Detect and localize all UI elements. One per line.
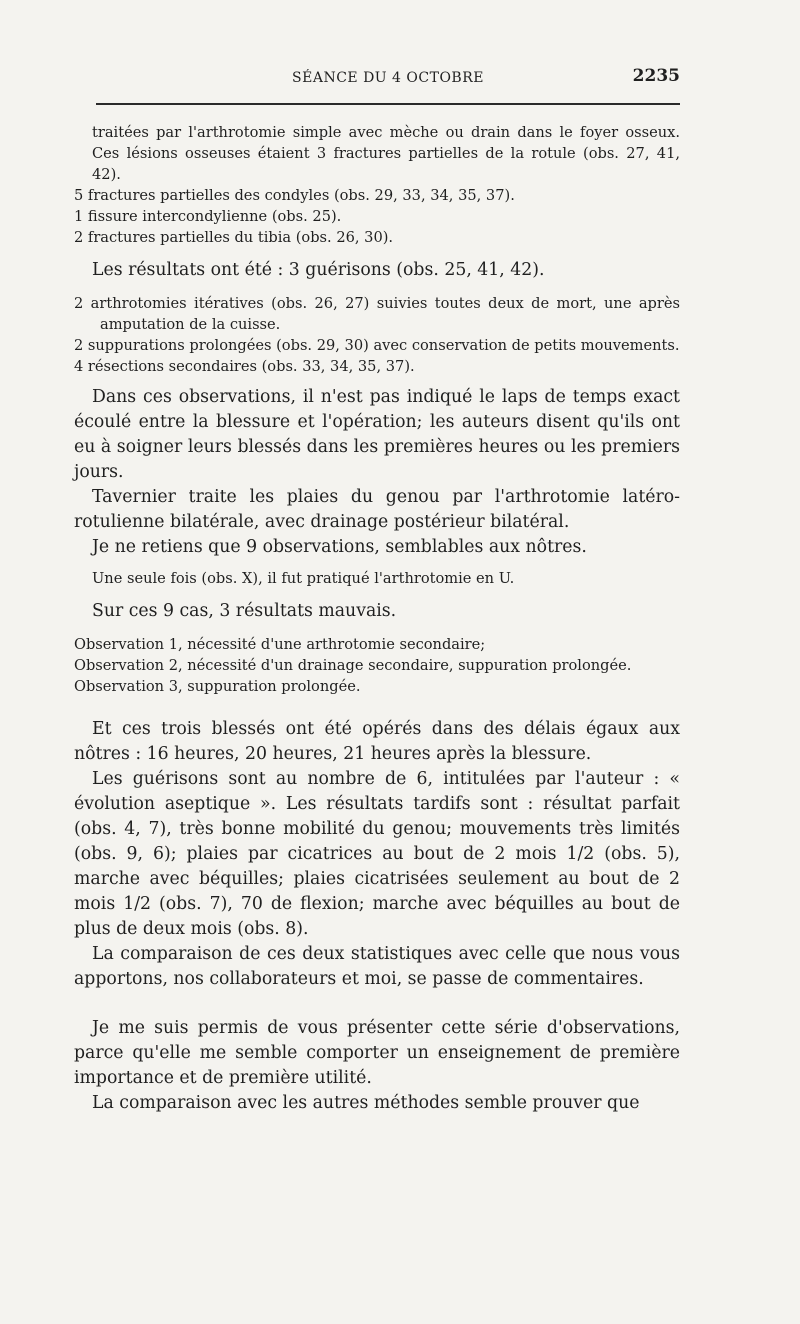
paragraph-13: Sur ces 9 cas, 3 résultats mauvais.: [92, 601, 397, 621]
paragraph-17: Et ces trois blessés ont été opérés dans des délais égaux aux nôtres : 16 heures, 20 heures, 21 heures après la blessure.: [74, 719, 680, 764]
page-number: 2235: [632, 66, 680, 86]
paragraph-8: 4 résections secondaires (obs. 33, 34, 35, 37).: [74, 358, 415, 375]
paragraph-19: La comparaison de ces deux statistiques avec celle que nous vous apportons, nos collaborateurs et moi, se passe de commentaires.: [74, 944, 680, 989]
paragraph-10: Tavernier traite les plaies du genou par l'arthrotomie latéro-rotulienne bilatérale, avec drainage postérieur bilatéral.: [74, 487, 680, 532]
paragraph-18: Les guérisons sont au nombre de 6, intitulées par l'auteur : « évolution aseptique ». Les résultats tardifs sont : résultat parfait (obs. 4, 7), très bonne mobilité du genou; mouvements très limités (obs. 9, 6); plaies par cicatrices au bout de 2 mois 1/2 (obs. 5), marche avec béquilles; plaies cicatrisées seulement au bout de 2 mois 1/2 (obs. 7), 70 de flexion; marche avec béquilles au bout de plus de deux mois (obs. 8).: [74, 769, 680, 939]
running-title: SÉANCE DU 4 OCTOBRE: [292, 70, 484, 86]
paragraph-21: La comparaison avec les autres méthodes semble prouver que: [92, 1093, 640, 1113]
header-rule: [96, 103, 680, 105]
running-header: [96, 64, 680, 92]
paragraph-12: Une seule fois (obs. X), il fut pratiqué l'arthrotomie en U.: [92, 570, 515, 587]
paragraph-16: Observation 3, suppuration prolongée.: [74, 678, 361, 695]
paragraph-9: Dans ces observations, il n'est pas indiqué le laps de temps exact écoulé entre la blessure et l'opération; les auteurs disent qu'ils ont eu à soigner leurs blessés dans les premières heures ou les premiers jours.: [74, 387, 680, 482]
paragraph-2: 5 fractures partielles des condyles (obs. 29, 33, 34, 35, 37).: [74, 187, 515, 204]
page-body: [74, 122, 680, 1116]
paragraph-1: traitées par l'arthrotomie simple avec mèche ou drain dans le foyer osseux. Ces lésions osseuses étaient 3 fractures partielles de la rotule (obs. 27, 41, 42).: [92, 124, 680, 183]
paragraph-15: Observation 2, nécessité d'un drainage secondaire, suppuration prolongée.: [74, 657, 632, 674]
paragraph-7: 2 suppurations prolongées (obs. 29, 30) avec conservation de petits mouvements.: [74, 337, 680, 354]
paragraph-4: 2 fractures partielles du tibia (obs. 26, 30).: [74, 229, 394, 246]
paragraph-11: Je ne retiens que 9 observations, semblables aux nôtres.: [92, 537, 587, 557]
paragraph-3: 1 fissure intercondylienne (obs. 25).: [74, 208, 342, 225]
paragraph-5: Les résultats ont été : 3 guérisons (obs. 25, 41, 42).: [92, 260, 545, 280]
paragraph-20: Je me suis permis de vous présenter cette série d'observations, parce qu'elle me semble comporter un enseignement de première importance et de première utilité.: [74, 1018, 680, 1088]
paragraph-6: 2 arthrotomies itératives (obs. 26, 27) suivies toutes deux de mort, une après amputation de la cuisse.: [74, 295, 680, 333]
paragraph-14: Observation 1, nécessité d'une arthrotomie secondaire;: [74, 636, 486, 653]
